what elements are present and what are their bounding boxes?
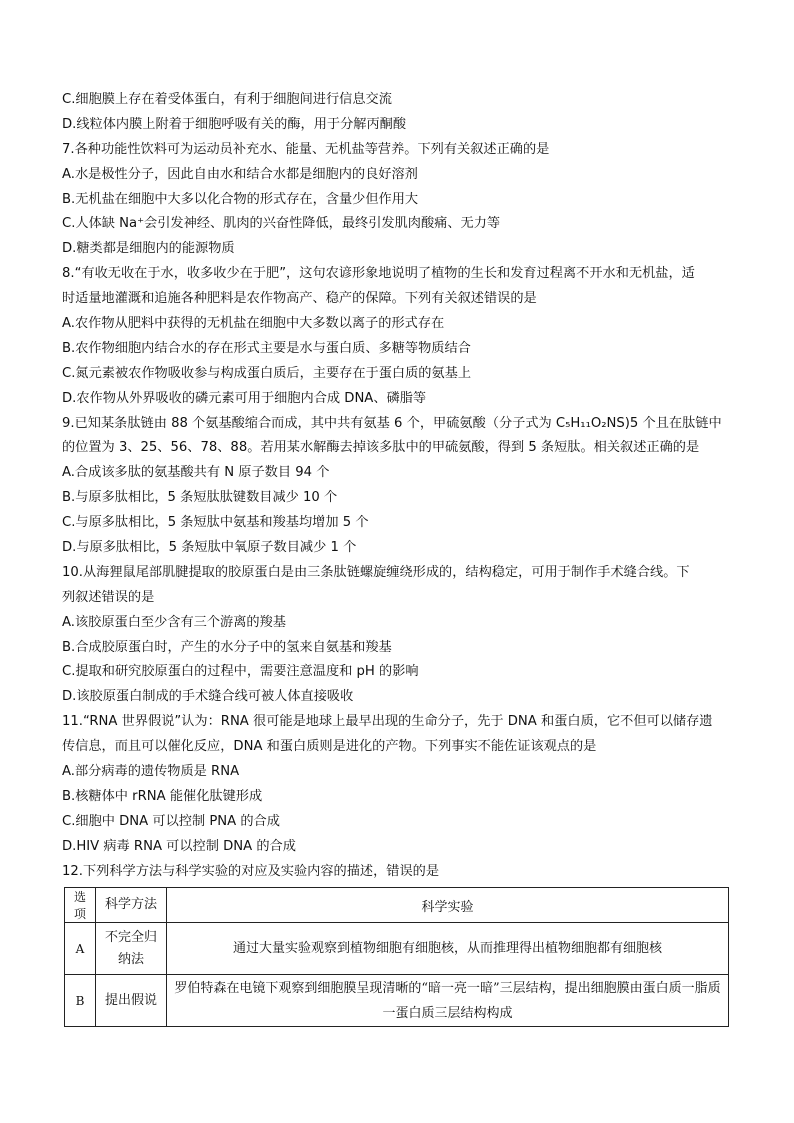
option-a-q7: A.水是极性分子，因此自由水和结合水都是细胞内的良好溶剂 <box>62 166 418 182</box>
question-11-line-1: 11.“RNA 世界假说”认为：RNA 很可能是地球上最早出现的生命分子，先于 DNA 和蛋白质，它不但可以储存遗 <box>62 714 713 730</box>
row-experiment: 通过大量实验观察到植物细胞有细胞核，从而推理得出植物细胞都有细胞核 <box>167 923 729 975</box>
row-option: A <box>65 923 96 975</box>
question-9-line-2: 的位置为 3、25、56、78、88。若用某水解酶去掉该多肽中的甲硫氨酸，得到 5 条短肽。相关叙述正确的是 <box>62 440 700 456</box>
row-method: 提出假说 <box>96 975 167 1027</box>
question-text <box>62 88 730 885</box>
option-b-q7: B.无机盐在细胞中大多以化合物的形式存在，含量少但作用大 <box>62 191 419 207</box>
header-experiment: 科学实验 <box>167 888 729 923</box>
option-b-q11: B.核糖体中 rRNA 能催化肽键形成 <box>62 788 263 804</box>
question-10-line-2: 列叙述错误的是 <box>62 589 155 605</box>
option-d-q10: D.该胶原蛋白制成的手术缝合线可被人体直接吸收 <box>62 689 354 705</box>
option-c-q8: C.氮元素被农作物吸收参与构成蛋白质后，主要存在于蛋白质的氨基上 <box>62 365 472 381</box>
question-8-line-2: 时适量地灌溉和追施各种肥料是农作物高产、稳产的保障。下列有关叙述错误的是 <box>62 291 537 307</box>
row-option: B <box>65 975 96 1027</box>
question-8-line-1: 8.“有收无收在于水，收多收少在于肥”，这句农谚形象地说明了植物的生长和发育过程离不开水和无机盐，适 <box>62 266 695 282</box>
table-row <box>65 923 729 975</box>
question-9-line-1: 9.已知某条肽链由 88 个氨基酸缩合而成，其中共有氨基 6 个，甲硫氨酸（分子式为 C₅H₁₁O₂NS)5 个且在肽链中 <box>62 415 722 431</box>
option-d-q6: D.线粒体内膜上附着于细胞呼吸有关的酶，用于分解丙酮酸 <box>62 116 407 132</box>
option-c-q10: C.提取和研究胶原蛋白的过程中，需要注意温度和 pH 的影响 <box>62 664 419 680</box>
option-a-q9: A.合成该多肽的氨基酸共有 N 原子数目 94 个 <box>62 465 330 481</box>
question-12: 12.下列科学方法与科学实验的对应及实验内容的描述，错误的是 <box>62 863 440 879</box>
question-10-line-1: 10.从海狸鼠尾部肌腱提取的胶原蛋白是由三条肽链螺旋缠绕形成的，结构稳定，可用于制作手术缝合线。下 <box>62 564 690 580</box>
header-method: 科学方法 <box>96 888 167 923</box>
question-7: 7.各种功能性饮料可为运动员补充水、能量、无机盐等营养。下列有关叙述正确的是 <box>62 141 550 157</box>
question-11-line-2: 传信息，而且可以催化反应，DNA 和蛋白质则是进化的产物。下列事实不能佐证该观点的是 <box>62 739 597 755</box>
method-experiment-table <box>64 887 729 1027</box>
table-header-row <box>65 888 729 923</box>
option-d-q8: D.农作物从外界吸收的磷元素可用于细胞内合成 DNA、磷脂等 <box>62 390 427 406</box>
option-d-q7: D.糖类都是细胞内的能源物质 <box>62 241 235 257</box>
option-c-q6: C.细胞膜上存在着受体蛋白，有利于细胞间进行信息交流 <box>62 92 392 107</box>
option-a-q11: A.部分病毒的遗传物质是 RNA <box>62 764 240 780</box>
table-row <box>65 975 729 1027</box>
option-b-q8: B.农作物细胞内结合水的存在形式主要是水与蛋白质、多糖等物质结合 <box>62 340 471 356</box>
option-d-q9: D.与原多肽相比，5 条短肽中氧原子数目减少 1 个 <box>62 540 357 556</box>
option-b-q9: B.与原多肽相比，5 条短肽肽键数目减少 10 个 <box>62 490 338 506</box>
row-method: 不完全归纳法 <box>96 923 167 975</box>
option-c-q9: C.与原多肽相比，5 条短肽中氨基和羧基均增加 5 个 <box>62 515 369 531</box>
option-a-q10: A.该胶原蛋白至少含有三个游离的羧基 <box>62 614 286 630</box>
option-a-q8: A.农作物从肥料中获得的无机盐在细胞中大多数以离子的形式存在 <box>62 316 445 332</box>
option-d-q11: D.HIV 病毒 RNA 可以控制 DNA 的合成 <box>62 838 296 854</box>
option-c-q11: C.细胞中 DNA 可以控制 PNA 的合成 <box>62 813 280 829</box>
header-option: 选项 <box>65 888 96 923</box>
option-b-q10: B.合成胶原蛋白时，产生的水分子中的氢来自氨基和羧基 <box>62 639 392 655</box>
option-c-q7: C.人体缺 Na⁺会引发神经、肌肉的兴奋性降低，最终引发肌肉酸痛、无力等 <box>62 216 501 232</box>
row-experiment: 罗伯特森在电镜下观察到细胞膜呈现清晰的“暗一亮一暗”三层结构，提出细胞膜由蛋白质一脂质一蛋白质三层结构构成 <box>167 975 729 1027</box>
